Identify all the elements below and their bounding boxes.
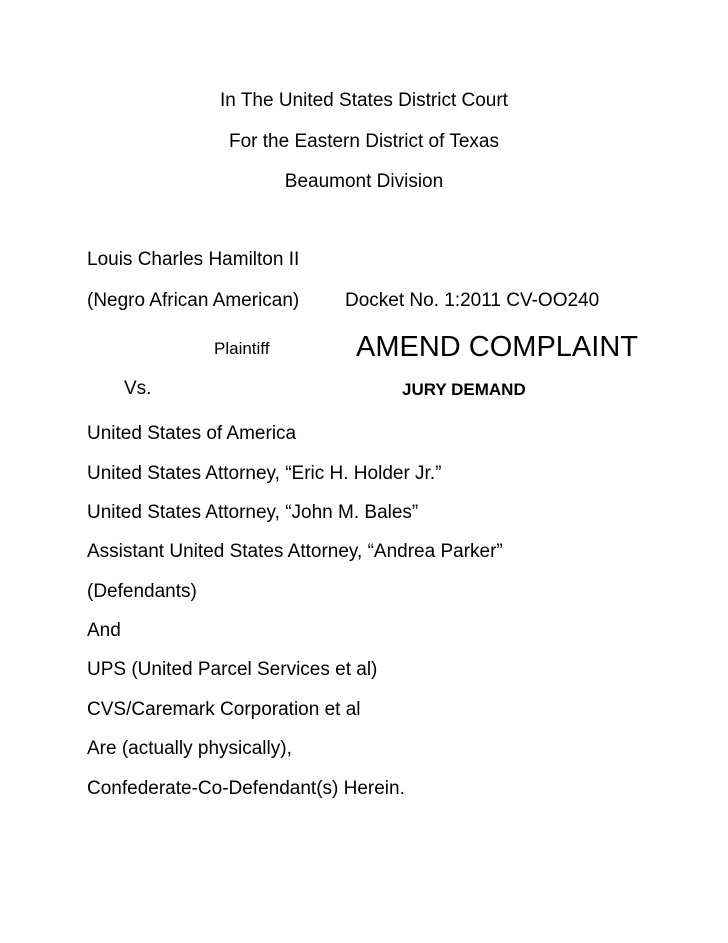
defendant-line: (Defendants): [87, 581, 197, 602]
document-title: AMEND COMPLAINT: [356, 331, 638, 363]
docket-number: Docket No. 1:2011 CV-OO240: [345, 290, 600, 311]
defendant-line: United States Attorney, “John M. Bales”: [87, 502, 419, 523]
defendant-line: United States Attorney, “Eric H. Holder Jr.”: [87, 463, 442, 484]
court-heading: In The United States District Court: [220, 90, 508, 111]
defendant-line: Are (actually physically),: [87, 738, 292, 759]
defendant-line: United States of America: [87, 423, 297, 444]
defendant-line: Assistant United States Attorney, “Andrea Parker”: [87, 541, 503, 562]
defendant-line: CVS/Caremark Corporation et al: [87, 699, 361, 720]
jury-demand: JURY DEMAND: [402, 380, 526, 399]
defendant-line: UPS (United Parcel Services et al): [87, 659, 378, 680]
division-heading: Beaumont Division: [284, 171, 444, 192]
defendant-line: And: [87, 620, 121, 641]
versus-label: Vs.: [124, 378, 152, 399]
defendant-line: Confederate-Co-Defendant(s) Herein.: [87, 778, 405, 799]
plaintiff-descriptor: (Negro African American): [87, 290, 300, 311]
district-heading: For the Eastern District of Texas: [229, 131, 499, 152]
plaintiff-name: Louis Charles Hamilton II: [87, 249, 300, 270]
plaintiff-role: Plaintiff: [214, 339, 270, 358]
